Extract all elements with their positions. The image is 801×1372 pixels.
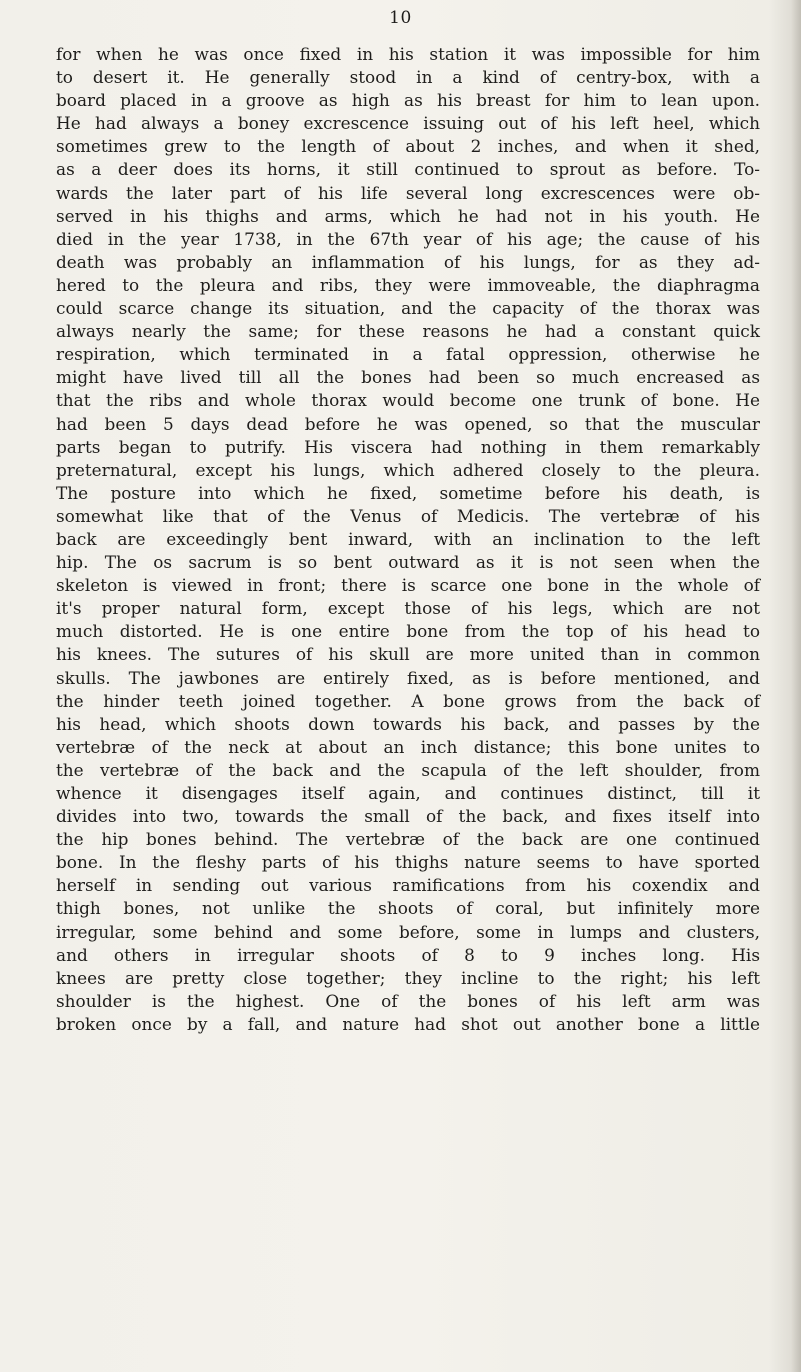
text-line: might have lived till all the bones had been so much encreased as bbox=[56, 367, 760, 388]
text-line: much distorted. He is one entire bone from the top of his head to bbox=[56, 621, 760, 642]
text-line: skeleton is viewed in front; there is scarce one bone in the whole of bbox=[56, 575, 760, 596]
text-line: that the ribs and whole thorax would become one trunk of bone. He bbox=[56, 390, 760, 411]
text-line: He had always a boney excrescence issuing out of his left heel, which bbox=[56, 113, 760, 134]
text-line: hip. The os sacrum is so bent outward as it is not seen when the bbox=[56, 552, 760, 573]
text-line: his knees. The sutures of his skull are more united than in common bbox=[56, 644, 760, 665]
text-line: his head, which shoots down towards his back, and passes by the bbox=[56, 713, 760, 734]
text-line: it's proper natural form, except those of his legs, which are not bbox=[56, 598, 760, 619]
text-line: respiration, which terminated in a fatal oppression, otherwise he bbox=[56, 344, 760, 365]
text-line: had been 5 days dead before he was opened, so that the muscular bbox=[56, 413, 760, 434]
text-line: parts began to putrify. His viscera had nothing in them remarkably bbox=[56, 436, 760, 457]
text-line: divides into two, towards the small of the back, and fixes itself into bbox=[56, 806, 760, 827]
body-text bbox=[56, 43, 760, 1036]
text-line: to desert it. He generally stood in a kind of centry-box, with a bbox=[56, 67, 760, 88]
text-line: irregular, some behind and some before, some in lumps and clusters, bbox=[56, 921, 760, 942]
text-line: preternatural, except his lungs, which adhered closely to the pleura. bbox=[56, 459, 760, 480]
page-number: 10 bbox=[389, 8, 412, 28]
text-line: the vertebræ of the back and the scapula of the left shoulder, from bbox=[56, 759, 760, 780]
text-line: died in the year 1738, in the 67th year of his age; the cause of his bbox=[56, 228, 760, 249]
text-line: thigh bones, not unlike the shoots of coral, but infinitely more bbox=[56, 898, 760, 919]
text-line: broken once by a fall, and nature had shot out another bone a little bbox=[56, 1013, 760, 1034]
text-line: vertebræ of the neck at about an inch distance; this bone unites to bbox=[56, 736, 760, 757]
text-line: for when he was once fixed in his station it was impossible for him bbox=[56, 44, 760, 64]
text-line: bone. In the fleshy parts of his thighs nature seems to have sported bbox=[56, 852, 760, 873]
text-line: back are exceedingly bent inward, with an inclination to the left bbox=[56, 528, 760, 549]
text-line: board placed in a groove as high as his breast for him to lean upon. bbox=[56, 90, 760, 111]
text-line: sometimes grew to the length of about 2 inches, and when it shed, bbox=[56, 136, 760, 157]
text-line: served in his thighs and arms, which he had not in his youth. He bbox=[56, 205, 760, 226]
text-line: knees are pretty close together; they incline to the right; his left bbox=[56, 967, 760, 988]
text-line: as a deer does its horns, it still continued to sprout as before. To- bbox=[56, 159, 760, 180]
text-line: the hinder teeth joined together. A bone grows from the back of bbox=[56, 690, 760, 711]
text-line: death was probably an inflammation of his lungs, for as they ad- bbox=[56, 251, 760, 272]
page-edge-shadow bbox=[791, 0, 801, 1372]
text-line: somewhat like that of the Venus of Medicis. The vertebræ of his bbox=[56, 505, 760, 526]
text-line: The posture into which he fixed, sometime before his death, is bbox=[56, 482, 760, 503]
text-line: could scarce change its situation, and the capacity of the thorax was bbox=[56, 298, 760, 319]
text-line: herself in sending out various ramifications from his coxendix and bbox=[56, 875, 760, 896]
text-line: the hip bones behind. The vertebræ of the back are one continued bbox=[56, 829, 760, 850]
text-line: shoulder is the highest. One of the bones of his left arm was bbox=[56, 990, 760, 1011]
text-line: whence it disengages itself again, and continues distinct, till it bbox=[56, 783, 760, 803]
text-line: hered to the pleura and ribs, they were immoveable, the diaphragma bbox=[56, 274, 760, 295]
text-line: skulls. The jawbones are entirely fixed, as is before mentioned, and bbox=[56, 667, 760, 688]
text-line: and others in irregular shoots of 8 to 9 inches long. His bbox=[56, 944, 760, 965]
text-line: wards the later part of his life several long excrescences were ob- bbox=[56, 182, 760, 203]
text-line: always nearly the same; for these reasons he had a constant quick bbox=[56, 321, 760, 342]
